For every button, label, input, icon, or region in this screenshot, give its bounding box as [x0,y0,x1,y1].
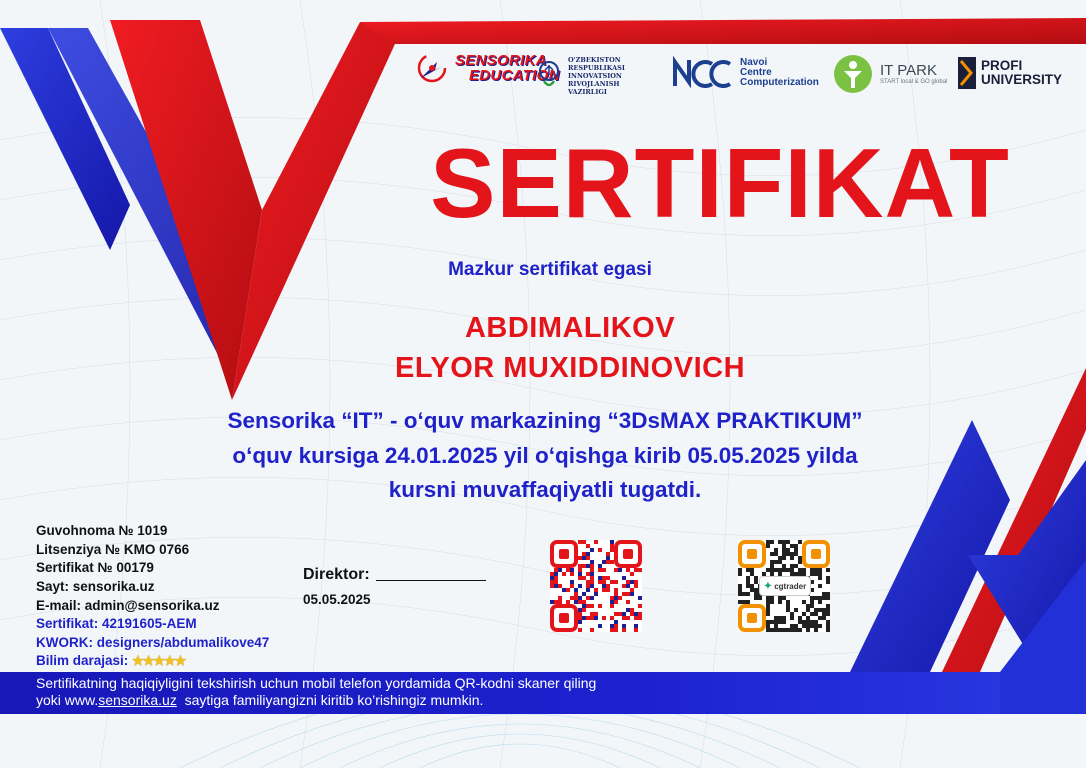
footer-website-link[interactable]: sensorika.uz [98,692,177,708]
profi-logo-line-1: PROFI [981,58,1023,73]
knowledge-level-label: Bilim darajasi: [36,653,129,668]
director-label: Direktor: [303,566,370,583]
ncc-logo-line-3: Computerization [740,77,819,88]
recipient-surname: ABDIMALIKOV [464,312,676,344]
certificate-code: Sertifikat: 42191605-AEM [36,616,197,631]
director-date: 05.05.2025 [303,592,371,607]
it-park-tagline: START local & GO global [880,79,948,85]
course-description-line-3: kursni muvaffaqiyatli tugatdi. [388,477,702,502]
rating-stars: ★★★★★ [132,653,186,668]
sensorika-emblem-icon [415,52,449,84]
footer-line-2-suffix: saytiga familiyangizni kiritib ko’rishingiz mumkin. [176,692,484,708]
top-red-band [360,18,1086,44]
cgtrader-qr-code[interactable] [738,540,830,632]
cgtrader-badge-text: cgtrader [774,581,807,591]
innovation-ministry-logo [536,56,668,96]
it-park-logo [832,54,947,94]
guvohnoma-number: Guvohnoma № 1019 [36,523,168,538]
profi-emblem-icon [957,56,977,90]
footer-line-2-prefix: yoki www. [36,692,99,708]
profi-logo-line-2: UNIVERSITY [981,72,1063,87]
cgtrader-badge [759,576,811,596]
ncc-logo-line-1: Navoi [740,57,768,68]
cgtrader-icon: ✦ [763,580,773,592]
lightbulb-icon [536,59,562,93]
website: Sayt: sensorika.uz [36,579,155,594]
ncc-logo [672,56,819,90]
it-park-logo-text: IT PARK [880,62,937,79]
innovation-logo-line-1: O'ZBEKISTON RESPUBLIKASI [568,56,625,72]
kwork-profile: KWORK: designers/abdumalikove47 [36,635,270,650]
course-description-line-2: o‘quv kursiga 24.01.2025 yil o‘qishga kirib 05.05.2025 yilda [232,443,858,468]
education-logo-text: EDUCATION [469,67,560,84]
innovation-logo-line-2: INNOVATSION RIVOJLANISH [568,72,622,88]
owner-label: Mazkur sertifikat egasi [448,259,652,280]
knowledge-level [36,652,185,669]
profi-university-logo [957,56,1062,90]
director-signature [303,566,486,584]
certificate-number: Sertifikat № 00179 [36,560,154,575]
footer-line-2 [36,692,483,708]
recipient-given-names: ELYOR MUXIDDINOVICH [394,352,746,384]
email: E-mail: admin@sensorika.uz [36,598,220,613]
it-park-emblem-icon [832,54,874,94]
signature-line [376,580,486,581]
ncc-emblem-icon [672,56,734,90]
certificate-title: SERTIFIKAT [430,128,1010,238]
sensorika-qr-code[interactable] [550,540,642,632]
ncc-logo-line-2: Centre [740,67,772,78]
license-number: Litsenziya № KMO 0766 [36,542,190,557]
sensorika-logo-text: SENSORIKA [455,52,547,69]
footer-line-1: Sertifikatning haqiqiyligini tekshirish uchun mobil telefon yordamida QR-kodni skaner qiling [36,675,597,691]
course-description-line-1: Sensorika “IT” - o‘quv markazining “3DsMAX PRAKTIKUM” [227,408,863,433]
innovation-logo-line-3: VAZIRLIGI [568,88,607,96]
